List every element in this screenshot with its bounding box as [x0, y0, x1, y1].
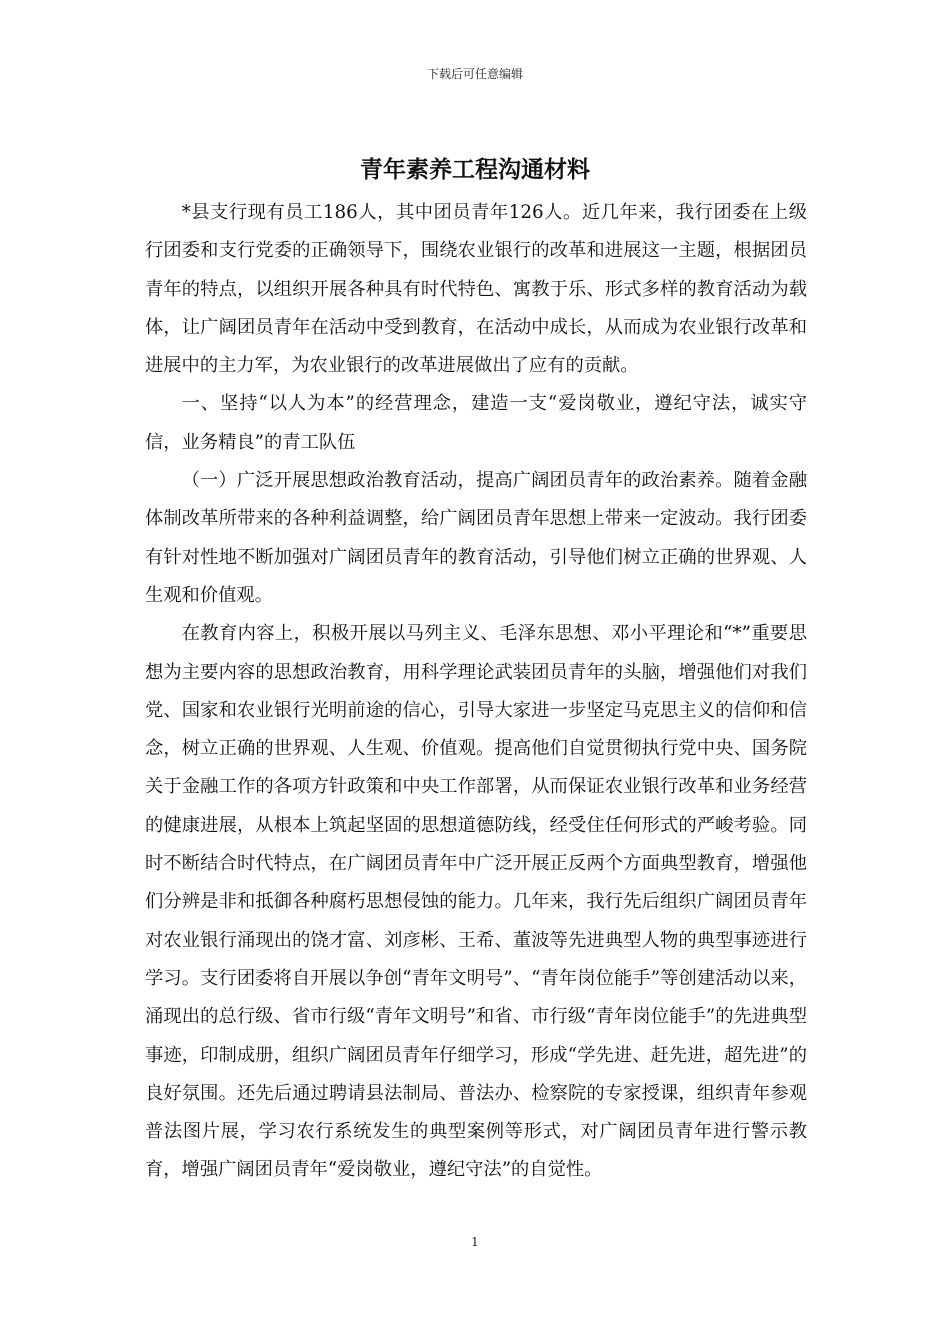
- document-body: [145, 194, 807, 1190]
- paragraph-subsection-one: （一）广泛开展思想政治教育活动，提高广阔团员青年的政治素养。随着金融体制改革所带来的各种利益调整，给广阔团员青年思想上带来一定波动。我行团委有针对性地不断加强对广阔团员青年的教育活动，引导他们树立正确的世界观、人生观和价值观。: [145, 470, 807, 606]
- paragraph-intro: *县支行现有员工186人，其中团员青年126人。近几年来，我行团委在上级行团委和支行党委的正确领导下，围绕农业银行的改革和进展这一主题，根据团员青年的特点，以组织开展各种具有时代特色、寓教于乐、形式多样的教育活动为载体，让广阔团员青年在活动中受到教育，在活动中成长，从而成为农业银行改革和进展中的主力军，为农业银行的改革进展做出了应有的贡献。: [145, 202, 807, 377]
- page-header-note: 下载后可任意编辑: [426, 67, 523, 81]
- paragraph-education-content: 在教育内容上，积极开展以马列主义、毛泽东思想、邓小平理论和“*”重要思想为主要内容的思想政治教育，用科学理论武装团员青年的头脑，增强他们对我们党、国家和农业银行光明前途的信心，引导大家进一步坚定马克思主义的信仰和信念，树立正确的世界观、人生观、价值观。提高他们自觉贯彻执行党中央、国务院关于金融工作的各项方针政策和中央工作部署，从而保证农业银行改革和业务经营的健康进展，从根本上筑起坚固的思想道德防线，经受住任何形式的严峻考验。同时不断结合时代特点，在广阔团员青年中广泛开展正反两个方面典型教育，增强他们分辨是非和抵御各种腐朽思想侵蚀的能力。几年来，我行先后组织广阔团员青年对农业银行涌现出的饶才富、刘彦彬、王希、董波等先进典型人物的典型事迹进行学习。支行团委将自开展以争创“青年文明号”、“青年岗位能手”等创建活动以来，涌现出的总行级、省市行级“青年文明号”和省、市行级“青年岗位能手”的先进典型事迹，印制成册，组织广阔团员青年仔细学习，形成“学先进、赶先进，超先进”的良好氛围。还先后通过聘请县法制局、普法办、检察院的专家授课，组织青年参观普法图片展，学习农行系统发生的典型案例等形式，对广阔团员青年进行警示教育，增强广阔团员青年“爱岗敬业，遵纪守法”的自觉性。: [145, 623, 807, 1181]
- page-number: 1: [471, 1235, 479, 1249]
- paragraph-section-heading: 一、坚持“以人为本”的经营理念，建造一支“爱岗敬业，遵纪守法，诚实守信，业务精良”的青工队伍: [145, 393, 807, 453]
- document-title: 青年素养工程沟通材料: [360, 157, 590, 183]
